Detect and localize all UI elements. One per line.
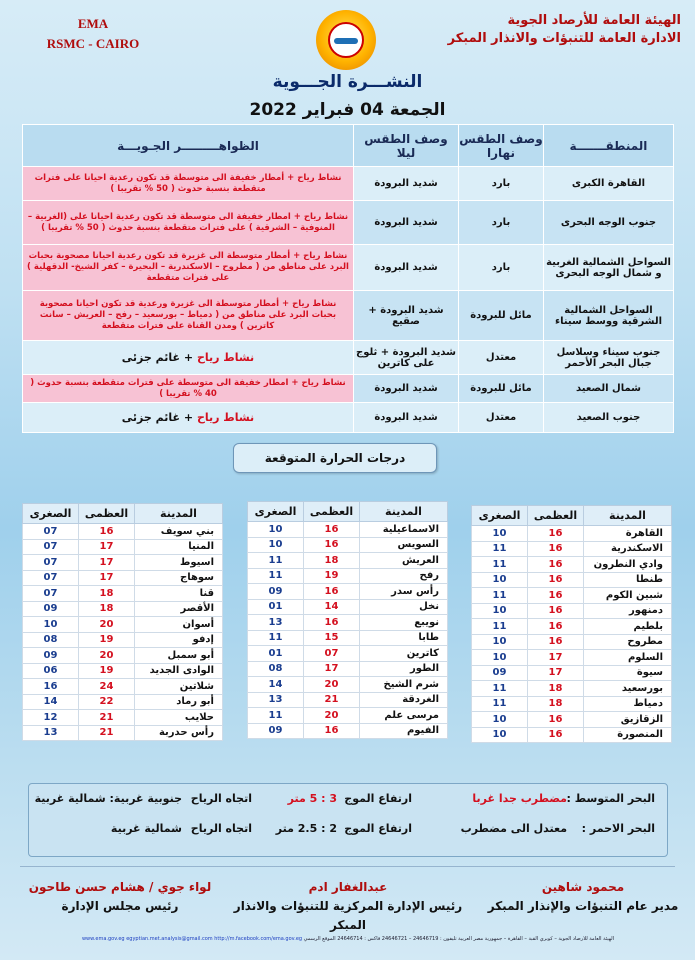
temp-min-cell: 07 [23,555,79,571]
temp-header-min: الصغرى [248,502,304,522]
temp-min-cell: 07 [23,570,79,586]
phenomena-red: نشاط رياح [196,411,255,424]
weather-table [22,124,674,433]
temp-row [472,526,672,542]
temp-city-cell: سوهاج [135,570,223,586]
header-region: المنطقـــــــة [544,125,674,167]
temp-city-cell: أسوان [135,617,223,633]
header-day: وصف الطقس نهارا [459,125,544,167]
department-name: الادارة العامة للتنبؤات والانذار المبكر [447,31,681,46]
weather-row [23,245,674,291]
signature-name: محمود شاهين [541,880,625,894]
bulletin-title: النشـــرة الجـــوية [272,72,423,92]
weather-header-row [23,125,674,167]
temp-row [23,601,223,617]
temp-city-cell: الغردقة [360,692,448,708]
temp-row [472,603,672,619]
temp-row [472,681,672,697]
temp-header-min: الصغرى [23,504,79,524]
night-cell: شديد البرودة [354,403,459,433]
header-night: وصف الطقس ليلا [354,125,459,167]
temp-city-cell: رفح [360,568,448,584]
day-cell: معتدل [459,403,544,433]
temp-max-cell: 18 [528,681,584,697]
temp-city-cell: دمياط [584,696,672,712]
med-sea-state: مضطرب جدا غربا [472,792,567,805]
night-cell: شديد البرودة [354,201,459,245]
temp-table-left [22,503,223,741]
temp-max-cell: 19 [79,632,135,648]
red-sea-state: معتدل الى مضطرب [460,822,567,835]
weather-row [23,375,674,403]
temp-row [248,568,448,584]
temp-city-cell: نخل [360,599,448,615]
temp-row [23,524,223,540]
temp-row [23,648,223,664]
weather-row [23,341,674,375]
temp-row [472,634,672,650]
temp-min-cell: 09 [23,648,79,664]
temp-row [472,588,672,604]
bulletin-date: الجمعة 04 فبراير 2022 [249,100,446,120]
temp-city-cell: المنيا [135,539,223,555]
temp-min-cell: 09 [472,665,528,681]
temp-min-cell: 10 [23,617,79,633]
temp-min-cell: 07 [23,539,79,555]
temp-min-cell: 11 [248,553,304,569]
day-cell: بارد [459,167,544,201]
signature-name: عبدالغفار ادم [308,880,388,894]
temp-min-cell: 11 [472,696,528,712]
night-cell: شديد البرودة + صقيع [354,291,459,341]
temp-row [248,692,448,708]
phenomena-cell: نشاط رياح + امطار خفيفة الى متوسطة على فترات متقطعة بنسبة حدوث ( 40 % تقريبا ) [23,375,354,403]
ema-abbrev: EMA [77,16,109,31]
region-cell: جنوب الصعيد [544,403,674,433]
signature-name: لواء جوي / هشام حسن طاحون [28,880,212,894]
phenomena-cell: نشاط رياح + أمطار خفيفة الى متوسطة قد تكون رعدية احيانا على فترات متقطعة بنسبة حدوث ( 50 % تقريبا ) [23,167,354,201]
temp-city-cell: وادي النطرون [584,557,672,573]
temp-table-right [471,505,672,743]
temp-max-cell: 20 [304,708,360,724]
med-sea-row [29,792,667,822]
temp-city-cell: طنطا [584,572,672,588]
temp-min-cell: 01 [248,646,304,662]
temp-city-cell: الزقازيق [584,712,672,728]
temp-max-cell: 21 [79,710,135,726]
temp-row [23,555,223,571]
med-wave-label: ارتفاع الموج [344,792,412,805]
temp-row [23,586,223,602]
temp-city-cell: سيوة [584,665,672,681]
temp-max-cell: 16 [528,712,584,728]
signature-2 [218,878,478,935]
day-cell: مائل للبرودة [459,291,544,341]
temp-row [472,650,672,666]
temp-city-cell: العريش [360,553,448,569]
temp-max-cell: 16 [304,723,360,739]
region-cell: شمال الصعيد [544,375,674,403]
temp-row [248,723,448,739]
temp-city-cell: الاسماعيلية [360,522,448,538]
temp-min-cell: 11 [472,541,528,557]
temp-table-middle [247,501,448,739]
med-wave-value: 3 : 5 متر [287,792,337,805]
temp-max-cell: 20 [79,648,135,664]
footer [8,936,688,942]
phenomena-black: + غائم جزئى [121,351,194,364]
temp-max-cell: 16 [528,541,584,557]
rsmc-label: RSMC - CAIRO [46,36,140,51]
temp-max-cell: 16 [528,634,584,650]
temp-max-cell: 16 [528,557,584,573]
temp-min-cell: 14 [23,694,79,710]
temp-min-cell: 10 [472,526,528,542]
temp-min-cell: 11 [472,681,528,697]
temp-city-cell: حلايب [135,710,223,726]
temp-header-row [23,504,223,524]
temp-city-cell: الأقصر [135,601,223,617]
temp-city-cell: الاسكندرية [584,541,672,557]
temp-max-cell: 19 [79,663,135,679]
temp-city-cell: مطروح [584,634,672,650]
temp-min-cell: 10 [472,634,528,650]
temp-row [23,617,223,633]
temp-min-cell: 08 [23,632,79,648]
temp-row [248,630,448,646]
temp-city-cell: بلطيم [584,619,672,635]
weather-row [23,201,674,245]
temp-max-cell: 17 [79,555,135,571]
sea-state-box [28,783,668,857]
phenomena-cell: نشاط رياح + أمطار متوسطة الى غزيرة قد تكون رعدية احيانا مصحوبة بحبات البرد على مناطق من ( مطروح – الاسكندرية – البحيرة – كفر الشيخ- الدقهلية ) على فترات متقطعة [23,245,354,291]
temp-min-cell: 11 [248,568,304,584]
ema-logo [316,10,376,70]
temp-max-cell: 17 [528,665,584,681]
temp-max-cell: 19 [304,568,360,584]
temp-min-cell: 07 [23,524,79,540]
temp-header-city: المدينة [135,504,223,524]
temp-min-cell: 13 [23,725,79,741]
temp-min-cell: 11 [472,619,528,635]
temp-row [23,694,223,710]
phenomena-red: نشاط رياح [196,351,255,364]
temp-min-cell: 12 [23,710,79,726]
red-sea-label: البحر الاحمر : [581,822,655,835]
temp-max-cell: 16 [528,727,584,743]
temp-city-cell: شبين الكوم [584,588,672,604]
temp-min-cell: 13 [248,615,304,631]
temp-row [472,712,672,728]
temp-city-cell: شرم الشيخ [360,677,448,693]
region-cell: جنوب الوجه البحرى [544,201,674,245]
temp-min-cell: 07 [23,586,79,602]
temp-min-cell: 16 [23,679,79,695]
temp-max-cell: 21 [79,725,135,741]
footer-address: الهيئة العامة للأرصاد الجوية – كوبري القبة – القاهرة – جمهورية مصر العربية تليفون : 24646719 – 24646721 فاكس : 24646714 الموقع الرسمي [303,936,615,942]
temp-row [472,727,672,743]
temp-min-cell: 09 [248,584,304,600]
ema-header-en [28,14,158,54]
temp-row [248,646,448,662]
temp-city-cell: السويس [360,537,448,553]
temp-row [23,632,223,648]
temp-min-cell: 06 [23,663,79,679]
divider [20,866,675,867]
temp-max-cell: 20 [304,677,360,693]
temp-min-cell: 10 [472,650,528,666]
temp-max-cell: 14 [304,599,360,615]
temp-row [248,522,448,538]
temp-header-row [472,506,672,526]
day-cell: مائل للبرودة [459,375,544,403]
temp-max-cell: 16 [304,584,360,600]
temp-header-max: العظمى [528,506,584,526]
med-wind-value: جنوبية غربية: شمالية غربية [34,792,182,805]
temp-min-cell: 11 [248,630,304,646]
temp-city-cell: كاترين [360,646,448,662]
temp-max-cell: 21 [304,692,360,708]
temp-city-cell: دمنهور [584,603,672,619]
temp-header-max: العظمى [79,504,135,524]
region-cell: السواحل الشمالية الغربية و شمال الوجه البحرى [544,245,674,291]
temp-city-cell: الفيوم [360,723,448,739]
red-wind-value: شمالية غربية [110,822,182,835]
temp-city-cell: بورسعيد [584,681,672,697]
temp-city-cell: نويبع [360,615,448,631]
temp-row [23,539,223,555]
temp-max-cell: 16 [304,537,360,553]
temp-max-cell: 07 [304,646,360,662]
temp-min-cell: 10 [472,712,528,728]
temp-city-cell: طابا [360,630,448,646]
temp-row [472,572,672,588]
region-cell: القاهرة الكبرى [544,167,674,201]
temp-min-cell: 13 [248,692,304,708]
temp-row [23,710,223,726]
temp-city-cell: المنصورة [584,727,672,743]
temp-row [248,615,448,631]
temp-min-cell: 09 [23,601,79,617]
signature-title: رئيس مجلس الإدارة [61,899,179,913]
temp-min-cell: 11 [248,708,304,724]
temp-header-city: المدينة [584,506,672,526]
temp-min-cell: 14 [248,677,304,693]
temp-city-cell: إدفو [135,632,223,648]
temp-max-cell: 18 [79,601,135,617]
temp-row [248,584,448,600]
header-phenomena: الظواهـــــــــر الجـويـــة [23,125,354,167]
temp-min-cell: 10 [472,572,528,588]
temp-max-cell: 16 [79,524,135,540]
temp-max-cell: 18 [304,553,360,569]
night-cell: شديد البرودة [354,167,459,201]
temp-max-cell: 17 [304,661,360,677]
temp-max-cell: 15 [304,630,360,646]
temp-max-cell: 16 [528,619,584,635]
temp-min-cell: 01 [248,599,304,615]
temp-max-cell: 16 [304,522,360,538]
signature-3 [20,878,220,916]
phenomena-cell: نشاط رياح + أمطار متوسطة الى غزيرة ورعدية قد تكون احيانا مصحوبة بحبات البرد على مناطق من ( دمياط – بورسعيد – رفح – العريش – سانت كاترين ) ومدن القناة على فترات متقطعة [23,291,354,341]
temp-city-cell: قنا [135,586,223,602]
weather-row [23,167,674,201]
temp-header-row [248,502,448,522]
temp-row [248,677,448,693]
region-cell: السواحل الشمالية الشرقية ووسط سيناء [544,291,674,341]
med-wind-label: اتجاه الرياح [190,792,252,805]
temp-city-cell: اسيوط [135,555,223,571]
temp-min-cell: 10 [248,537,304,553]
ema-header-ar [431,12,681,48]
night-cell: شديد البرودة + ثلوج على كاترين [354,341,459,375]
temp-min-cell: 11 [472,557,528,573]
authority-name: الهيئة العامة للأرصاد الجوية [507,13,681,28]
temp-max-cell: 16 [528,572,584,588]
temp-row [472,619,672,635]
temp-max-cell: 16 [304,615,360,631]
weather-row [23,291,674,341]
temp-row [248,708,448,724]
temp-max-cell: 18 [79,586,135,602]
temp-min-cell: 09 [248,723,304,739]
temp-row [23,679,223,695]
temp-city-cell: الوادى الجديد [135,663,223,679]
temp-max-cell: 16 [528,526,584,542]
footer-facebook-link[interactable]: http://m.facebook.com/ema.gov.eg [214,936,303,942]
temp-min-cell: 08 [248,661,304,677]
temp-header-min: الصغرى [472,506,528,526]
red-sea-row [29,822,667,852]
signature-title: رئيس الإدارة المركزية للتنبؤات والانذار المبكر [233,899,463,932]
temp-row [472,557,672,573]
temp-min-cell: 11 [472,588,528,604]
temp-max-cell: 17 [528,650,584,666]
temp-max-cell: 16 [528,603,584,619]
red-wind-label: اتجاه الرياح [190,822,252,835]
temp-row [472,665,672,681]
med-sea-label: البحر المتوسط : [566,792,655,805]
weather-row [23,403,674,433]
temp-row [248,553,448,569]
temp-row [248,537,448,553]
temp-city-cell: شلاتين [135,679,223,695]
temp-city-cell: القاهرة [584,526,672,542]
temp-header-max: العظمى [304,502,360,522]
footer-web-link[interactable]: www.ema.gov.eg [81,936,125,942]
temp-header-city: المدينة [360,502,448,522]
temp-max-cell: 17 [79,539,135,555]
temp-row [472,541,672,557]
temperatures-title: درجات الحرارة المتوقعة [233,443,437,473]
temp-row [248,599,448,615]
temp-city-cell: رأس حدربة [135,725,223,741]
temp-max-cell: 16 [528,588,584,604]
red-wave-value: 2 : 2.5 متر [275,822,337,835]
temp-min-cell: 10 [248,522,304,538]
temp-city-cell: الطور [360,661,448,677]
temp-max-cell: 22 [79,694,135,710]
night-cell: شديد البرودة [354,245,459,291]
signature-1 [483,878,683,916]
temp-city-cell: السلوم [584,650,672,666]
temp-min-cell: 10 [472,727,528,743]
day-cell: معتدل [459,341,544,375]
temp-city-cell: بني سويف [135,524,223,540]
region-cell: جنوب سيناء وسلاسل جبال البحر الأحمر [544,341,674,375]
temp-row [23,570,223,586]
temp-city-cell: رأس سدر [360,584,448,600]
temp-min-cell: 10 [472,603,528,619]
phenomena-cell: نشاط رياح + امطار خفيفة الى متوسطة قد تكون رعدية احيانا على (الغربية – المنوفية – الشرقية ) على فترات متقطعة بنسبة حدوث ( 50 % تقريبا ) [23,201,354,245]
temp-max-cell: 24 [79,679,135,695]
signature-title: مدير عام التنبؤات والإنذار المبكر [487,899,679,913]
day-cell: بارد [459,245,544,291]
night-cell: شديد البرودة [354,375,459,403]
temp-city-cell: مرسى علم [360,708,448,724]
temp-row [23,725,223,741]
temp-row [248,661,448,677]
phenomena-cell [23,403,354,433]
temp-city-cell: أبو سمبل [135,648,223,664]
temp-row [23,663,223,679]
phenomena-cell [23,341,354,375]
temp-row [472,696,672,712]
footer-email-link[interactable]: egyptian.met.analysis@gmail.com [126,936,213,942]
day-cell: بارد [459,201,544,245]
temp-city-cell: أبو رماد [135,694,223,710]
temp-max-cell: 17 [79,570,135,586]
temp-max-cell: 20 [79,617,135,633]
red-wave-label: ارتفاع الموج [344,822,412,835]
temp-max-cell: 18 [528,696,584,712]
phenomena-black: + غائم جزئى [121,411,194,424]
